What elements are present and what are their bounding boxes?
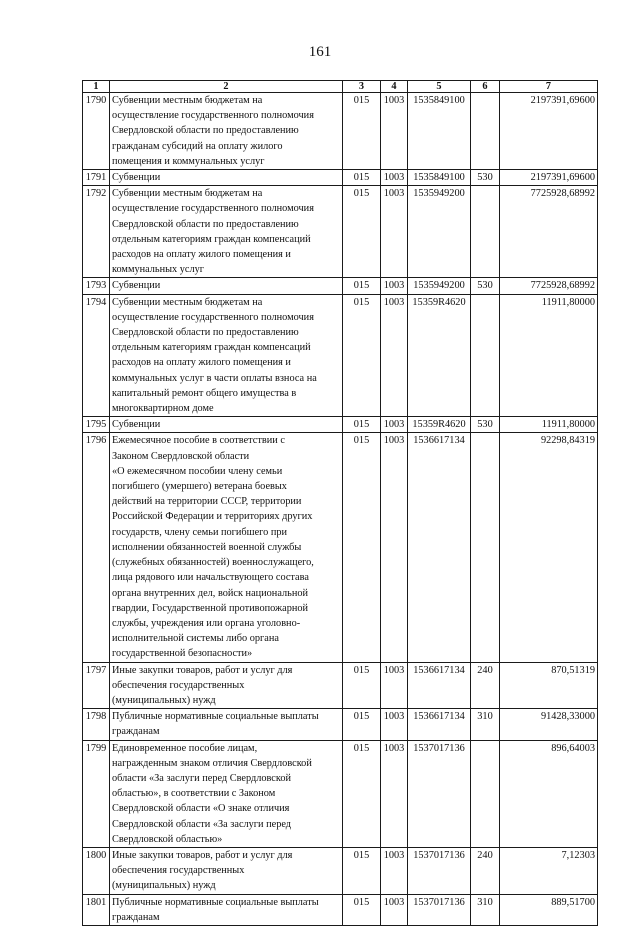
table-row: [83, 294, 598, 417]
row-expense-type: [471, 93, 500, 170]
row-number: 1792: [83, 186, 110, 278]
header-col-4: 4: [381, 81, 408, 93]
row-expense-type: [471, 740, 500, 847]
header-col-1: 1: [83, 81, 110, 93]
row-target-code: 1535849100: [408, 170, 471, 186]
row-amount: 92298,84319: [500, 433, 598, 662]
row-name: Субвенции: [110, 170, 343, 186]
table-row: [83, 433, 598, 662]
row-section-code: 1003: [381, 709, 408, 740]
row-admin-code: 015: [343, 186, 381, 278]
row-number: 1790: [83, 93, 110, 170]
row-target-code: 1536617134: [408, 709, 471, 740]
row-name: Субвенции: [110, 278, 343, 294]
table-row: [83, 894, 598, 925]
row-name: Ежемесячное пособие в соответствии с Законом Свердловской области «О ежемесячном пособии члену семьи погибшего (умершего) ветерана боевых действий на территории СССР, территории Российской Федерации и территориях других государств, члену семьи погибшего при исполнении обязанностей военной службы (служебных обязанностей) военнослужащего, лица рядового или начальствующего состава органа внутренних дел, войск национальной гвардии, Государственной противопожарной службы, учреждения или органа уголовно- исполнительной системы либо органа государственной безопасности»: [110, 433, 343, 662]
row-section-code: 1003: [381, 662, 408, 709]
budget-table: [82, 80, 598, 926]
row-expense-type: 530: [471, 170, 500, 186]
row-name: Публичные нормативные социальные выплаты гражданам: [110, 894, 343, 925]
row-admin-code: 015: [343, 433, 381, 662]
table-row: [83, 186, 598, 278]
row-admin-code: 015: [343, 740, 381, 847]
page-number: 161: [308, 44, 332, 60]
table-row: [83, 170, 598, 186]
row-section-code: 1003: [381, 417, 408, 433]
row-number: 1793: [83, 278, 110, 294]
row-expense-type: 530: [471, 417, 500, 433]
row-name: Субвенции местным бюджетам на осуществление государственного полномочия Свердловской области по предоставлению отдельным категориям граждан компенсаций расходов на оплату жилого помещения и коммунальных услуг: [110, 186, 343, 278]
row-section-code: 1003: [381, 433, 408, 662]
table-row: [83, 847, 598, 894]
row-number: 1801: [83, 894, 110, 925]
row-number: 1795: [83, 417, 110, 433]
row-target-code: 1535949200: [408, 186, 471, 278]
row-expense-type: [471, 433, 500, 662]
row-number: 1800: [83, 847, 110, 894]
row-number: 1797: [83, 662, 110, 709]
header-col-5: 5: [408, 81, 471, 93]
row-amount: 870,51319: [500, 662, 598, 709]
row-number: 1796: [83, 433, 110, 662]
row-number: 1799: [83, 740, 110, 847]
row-admin-code: 015: [343, 170, 381, 186]
row-admin-code: 015: [343, 278, 381, 294]
row-name: Субвенции: [110, 417, 343, 433]
row-admin-code: 015: [343, 417, 381, 433]
row-target-code: 1536617134: [408, 662, 471, 709]
row-amount: 7725928,68992: [500, 186, 598, 278]
row-section-code: 1003: [381, 740, 408, 847]
row-section-code: 1003: [381, 186, 408, 278]
row-amount: 2197391,69600: [500, 170, 598, 186]
row-target-code: 15359R4620: [408, 417, 471, 433]
row-amount: 7725928,68992: [500, 278, 598, 294]
row-admin-code: 015: [343, 709, 381, 740]
table-row: [83, 278, 598, 294]
row-expense-type: 240: [471, 847, 500, 894]
row-expense-type: 240: [471, 662, 500, 709]
row-target-code: 1535949200: [408, 278, 471, 294]
row-admin-code: 015: [343, 847, 381, 894]
row-target-code: 1537017136: [408, 740, 471, 847]
row-name: Иные закупки товаров, работ и услуг для обеспечения государственных (муниципальных) нужд: [110, 662, 343, 709]
row-target-code: 1537017136: [408, 847, 471, 894]
row-expense-type: 310: [471, 894, 500, 925]
row-amount: 896,64003: [500, 740, 598, 847]
row-name: Публичные нормативные социальные выплаты гражданам: [110, 709, 343, 740]
table-row: [83, 417, 598, 433]
row-number: 1794: [83, 294, 110, 417]
row-admin-code: 015: [343, 662, 381, 709]
row-expense-type: [471, 186, 500, 278]
row-admin-code: 015: [343, 294, 381, 417]
header-col-2: 2: [110, 81, 343, 93]
header-col-6: 6: [471, 81, 500, 93]
table-row: [83, 662, 598, 709]
row-section-code: 1003: [381, 170, 408, 186]
table-row: [83, 93, 598, 170]
row-amount: 11911,80000: [500, 417, 598, 433]
table-row: [83, 709, 598, 740]
row-amount: 7,12303: [500, 847, 598, 894]
row-amount: 2197391,69600: [500, 93, 598, 170]
row-name: Иные закупки товаров, работ и услуг для обеспечения государственных (муниципальных) нужд: [110, 847, 343, 894]
table-header-row: [83, 81, 598, 93]
row-name: Субвенции местным бюджетам на осуществление государственного полномочия Свердловской области по предоставлению отдельным категориям граждан компенсаций расходов на оплату жилого помещения и коммунальных услуг в части оплаты взноса на капитальный ремонт общего имущества в многоквартирном доме: [110, 294, 343, 417]
row-admin-code: 015: [343, 894, 381, 925]
row-section-code: 1003: [381, 93, 408, 170]
row-section-code: 1003: [381, 847, 408, 894]
row-number: 1798: [83, 709, 110, 740]
row-section-code: 1003: [381, 278, 408, 294]
row-target-code: 15359R4620: [408, 294, 471, 417]
header-col-3: 3: [343, 81, 381, 93]
row-target-code: 1535849100: [408, 93, 471, 170]
header-col-7: 7: [500, 81, 598, 93]
row-section-code: 1003: [381, 294, 408, 417]
row-admin-code: 015: [343, 93, 381, 170]
row-target-code: 1537017136: [408, 894, 471, 925]
row-expense-type: 310: [471, 709, 500, 740]
row-target-code: 1536617134: [408, 433, 471, 662]
row-amount: 889,51700: [500, 894, 598, 925]
table-row: [83, 740, 598, 847]
row-amount: 11911,80000: [500, 294, 598, 417]
row-expense-type: 530: [471, 278, 500, 294]
row-expense-type: [471, 294, 500, 417]
row-name: Субвенции местным бюджетам на осуществление государственного полномочия Свердловской области по предоставлению гражданам субсидий на оплату жилого помещения и коммунальных услуг: [110, 93, 343, 170]
row-number: 1791: [83, 170, 110, 186]
row-amount: 91428,33000: [500, 709, 598, 740]
row-section-code: 1003: [381, 894, 408, 925]
row-name: Единовременное пособие лицам, награжденным знаком отличия Свердловской области «За заслуги перед Свердловской областью», в соответствии с Законом Свердловской области «О знаке отличия Свердловской области «За заслуги перед Свердловской областью»: [110, 740, 343, 847]
